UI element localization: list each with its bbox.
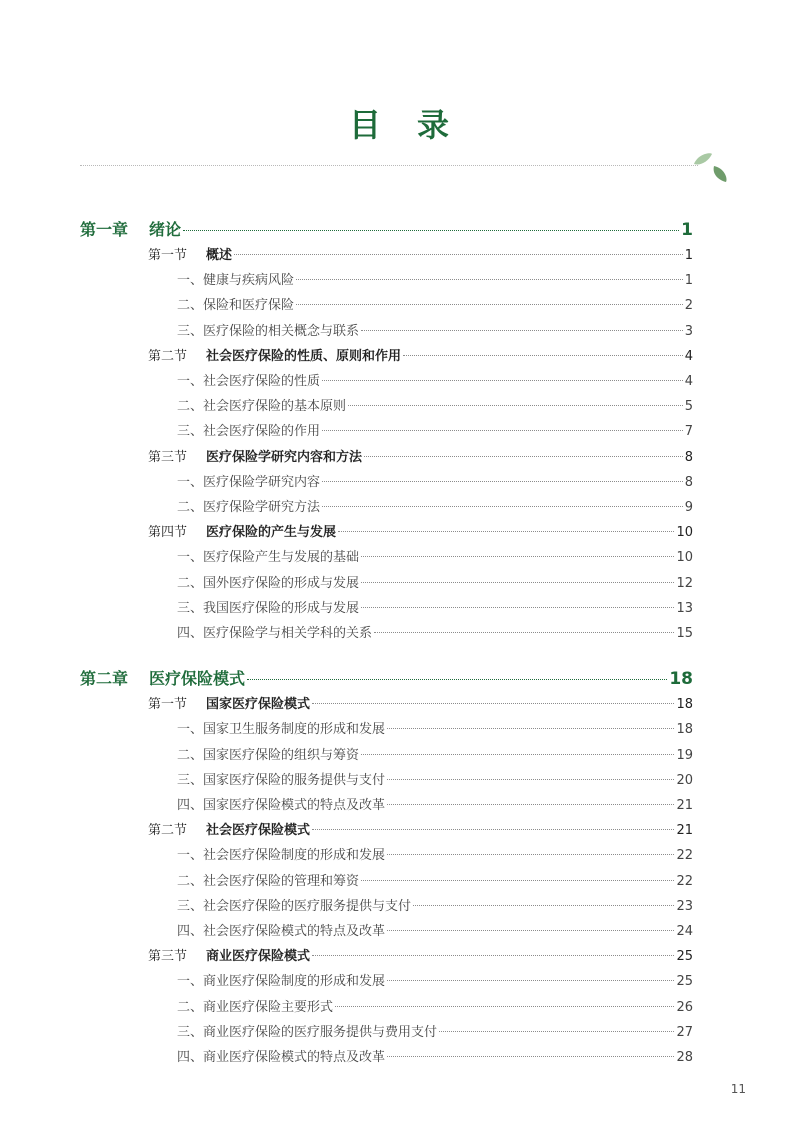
toc-section-title: 国家医疗保险模式 — [206, 697, 311, 713]
toc-item-title: 二、保险和医疗保险 — [177, 298, 295, 314]
toc-item-title: 一、社会医疗保险制度的形成和发展 — [177, 848, 386, 864]
toc-item-row[interactable] — [177, 1046, 693, 1065]
toc-section-label: 第二节 — [148, 823, 188, 839]
toc-chapter-label: 第二章 — [80, 669, 129, 689]
toc-section-title: 社会医疗保险的性质、原则和作用 — [206, 348, 402, 364]
dot-leader — [312, 703, 674, 704]
toc-item-title: 二、国家医疗保险的组织与筹资 — [177, 747, 360, 763]
toc-page-number: 4 — [684, 374, 693, 389]
toc-item-row[interactable] — [177, 870, 693, 889]
toc-page-number: 25 — [676, 949, 693, 965]
dot-leader — [348, 405, 683, 406]
dot-leader — [361, 330, 683, 331]
toc-item-title: 三、医疗保险的相关概念与联系 — [177, 323, 360, 339]
dot-leader — [361, 880, 674, 881]
dot-leader — [387, 980, 674, 981]
toc-chapter-row[interactable] — [80, 666, 693, 689]
toc-item-title: 三、国家医疗保险的服务提供与支付 — [177, 772, 386, 788]
toc-item-row[interactable] — [177, 320, 693, 339]
toc-item-title: 二、社会医疗保险的基本原则 — [177, 399, 347, 415]
toc-section-row[interactable] — [148, 819, 693, 838]
toc-section-row[interactable] — [148, 521, 693, 540]
dot-leader — [183, 230, 679, 231]
toc-item-title: 三、我国医疗保险的形成与发展 — [177, 600, 360, 616]
toc-item-row[interactable] — [177, 844, 693, 863]
toc-page-number: 8 — [684, 474, 693, 490]
toc-item-row[interactable] — [177, 895, 693, 914]
toc-section-label: 第四节 — [148, 525, 188, 541]
toc-page-number: 23 — [676, 898, 693, 914]
toc-page-number: 19 — [676, 747, 693, 763]
toc-page-number: 5 — [684, 399, 693, 415]
toc-item-row[interactable] — [177, 395, 693, 414]
toc-item-title: 一、医疗保险学研究内容 — [177, 474, 321, 490]
dot-leader — [387, 930, 674, 931]
toc-page-number: 21 — [676, 798, 693, 813]
dot-leader — [234, 254, 683, 255]
dot-leader — [439, 1031, 674, 1032]
toc-item-row[interactable] — [177, 970, 693, 989]
toc-page-number: 25 — [676, 974, 693, 990]
toc-section-title: 社会医疗保险模式 — [206, 823, 311, 839]
toc-page-number: 15 — [676, 626, 693, 641]
dot-leader — [403, 355, 683, 356]
dot-leader — [364, 456, 683, 457]
toc-section-label: 第三节 — [148, 449, 188, 465]
toc-item-row[interactable] — [177, 1021, 693, 1040]
dot-leader — [374, 632, 674, 633]
dot-leader — [361, 607, 674, 608]
toc-item-title: 四、医疗保险学与相关学科的关系 — [177, 626, 373, 641]
title-divider — [80, 165, 698, 166]
toc-page-number: 18 — [669, 669, 693, 690]
toc-section-title: 医疗保险学研究内容和方法 — [206, 449, 363, 465]
toc-page-number: 10 — [676, 525, 693, 541]
dot-leader — [361, 556, 674, 557]
toc-section-label: 第二节 — [148, 348, 188, 364]
toc-page-number: 28 — [676, 1050, 693, 1065]
toc-page-number: 1 — [684, 273, 693, 289]
toc-item-row[interactable] — [177, 622, 693, 641]
dot-leader — [413, 905, 674, 906]
dot-leader — [312, 829, 674, 830]
toc-section-title: 概述 — [206, 248, 233, 263]
dot-leader — [296, 304, 683, 305]
toc-item-title: 四、国家医疗保险模式的特点及改革 — [177, 798, 386, 813]
toc-item-row[interactable] — [177, 546, 693, 565]
toc-page-number: 7 — [684, 424, 693, 440]
toc-section-row[interactable] — [148, 945, 693, 964]
toc-item-title: 二、商业医疗保险主要形式 — [177, 999, 334, 1015]
toc-chapter-row[interactable] — [80, 217, 693, 240]
dot-leader — [387, 1056, 674, 1057]
toc-chapter-label: 第一章 — [80, 220, 129, 239]
toc-section-row[interactable] — [148, 244, 693, 263]
dot-leader — [322, 481, 683, 482]
toc-item-title: 一、商业医疗保险制度的形成和发展 — [177, 974, 386, 990]
dot-leader — [296, 279, 683, 280]
toc-page-number: 27 — [676, 1024, 693, 1040]
toc-page-number: 3 — [684, 323, 693, 339]
toc-section-label: 第一节 — [148, 248, 188, 263]
toc-item-row[interactable] — [177, 370, 693, 389]
toc-item-title: 四、社会医疗保险模式的特点及改革 — [177, 924, 386, 939]
toc-item-title: 二、医疗保险学研究方法 — [177, 500, 321, 515]
toc-item-title: 一、社会医疗保险的性质 — [177, 374, 321, 389]
toc-page-number: 1 — [681, 220, 693, 240]
toc-item-row[interactable] — [177, 718, 693, 737]
toc-item-row[interactable] — [177, 572, 693, 591]
dot-leader — [387, 804, 674, 805]
toc-item-row[interactable] — [177, 920, 693, 939]
page-number: 11 — [730, 1082, 746, 1096]
toc-chapter-title: 医疗保险模式 — [149, 669, 246, 689]
dot-leader — [387, 728, 674, 729]
toc-page-number: 18 — [676, 697, 693, 713]
toc-page-number: 24 — [676, 924, 693, 939]
toc-section-title: 医疗保险的产生与发展 — [206, 525, 337, 541]
toc-item-title: 二、国外医疗保险的形成与发展 — [177, 575, 360, 591]
dot-leader — [361, 582, 674, 583]
toc-item-row[interactable] — [177, 794, 693, 813]
toc-section-title: 商业医疗保险模式 — [206, 949, 311, 965]
toc-item-row[interactable] — [177, 269, 693, 288]
dot-leader — [247, 679, 667, 680]
toc-item-title: 一、医疗保险产生与发展的基础 — [177, 550, 360, 566]
toc-section-row[interactable] — [148, 693, 693, 712]
toc-page-number: 10 — [676, 550, 693, 566]
toc-item-row[interactable] — [177, 744, 693, 763]
leaf-icon — [690, 150, 730, 184]
toc-section-label: 第一节 — [148, 697, 188, 713]
dot-leader — [322, 380, 683, 381]
toc-item-row[interactable] — [177, 996, 693, 1015]
toc-item-title: 四、商业医疗保险模式的特点及改革 — [177, 1050, 386, 1065]
toc-page-number: 22 — [676, 873, 693, 889]
toc-item-title: 三、社会医疗保险的作用 — [177, 424, 321, 440]
toc-item-title: 二、社会医疗保险的管理和筹资 — [177, 873, 360, 889]
toc-section-row[interactable] — [148, 446, 693, 465]
dot-leader — [312, 955, 674, 956]
toc-item-title: 三、商业医疗保险的医疗服务提供与费用支付 — [177, 1024, 438, 1040]
dot-leader — [335, 1006, 674, 1007]
dot-leader — [361, 754, 674, 755]
toc-page-number: 22 — [676, 848, 693, 864]
toc-chapter-title: 绪论 — [149, 220, 182, 239]
toc-page-number: 26 — [676, 999, 693, 1015]
toc-page-number: 4 — [684, 348, 693, 364]
toc-page-number: 18 — [676, 722, 693, 738]
page-title: 目 录 — [348, 106, 451, 144]
dot-leader — [387, 779, 674, 780]
toc-item-title: 三、社会医疗保险的医疗服务提供与支付 — [177, 898, 412, 914]
toc-page-number: 20 — [676, 772, 693, 788]
toc-item-title: 一、国家卫生服务制度的形成和发展 — [177, 722, 386, 738]
toc-item-row[interactable] — [177, 496, 693, 515]
toc-page-number: 21 — [676, 823, 693, 839]
toc-item-row[interactable] — [177, 420, 693, 439]
toc-page-number: 13 — [676, 600, 693, 616]
dot-leader — [387, 854, 674, 855]
toc-page-number: 1 — [684, 248, 693, 263]
toc-section-label: 第三节 — [148, 949, 188, 965]
toc-page-number: 9 — [684, 500, 693, 515]
dot-leader — [338, 531, 674, 532]
toc-section-row[interactable] — [148, 345, 693, 364]
toc-item-row[interactable] — [177, 597, 693, 616]
toc-item-row[interactable] — [177, 769, 693, 788]
toc-item-row[interactable] — [177, 294, 693, 313]
dot-leader — [322, 430, 683, 431]
toc-page-number: 8 — [684, 449, 693, 465]
toc-page-number: 2 — [684, 298, 693, 314]
toc-item-title: 一、健康与疾病风险 — [177, 273, 295, 289]
toc-item-row[interactable] — [177, 471, 693, 490]
dot-leader — [322, 506, 683, 507]
toc-page-number: 12 — [676, 575, 693, 591]
